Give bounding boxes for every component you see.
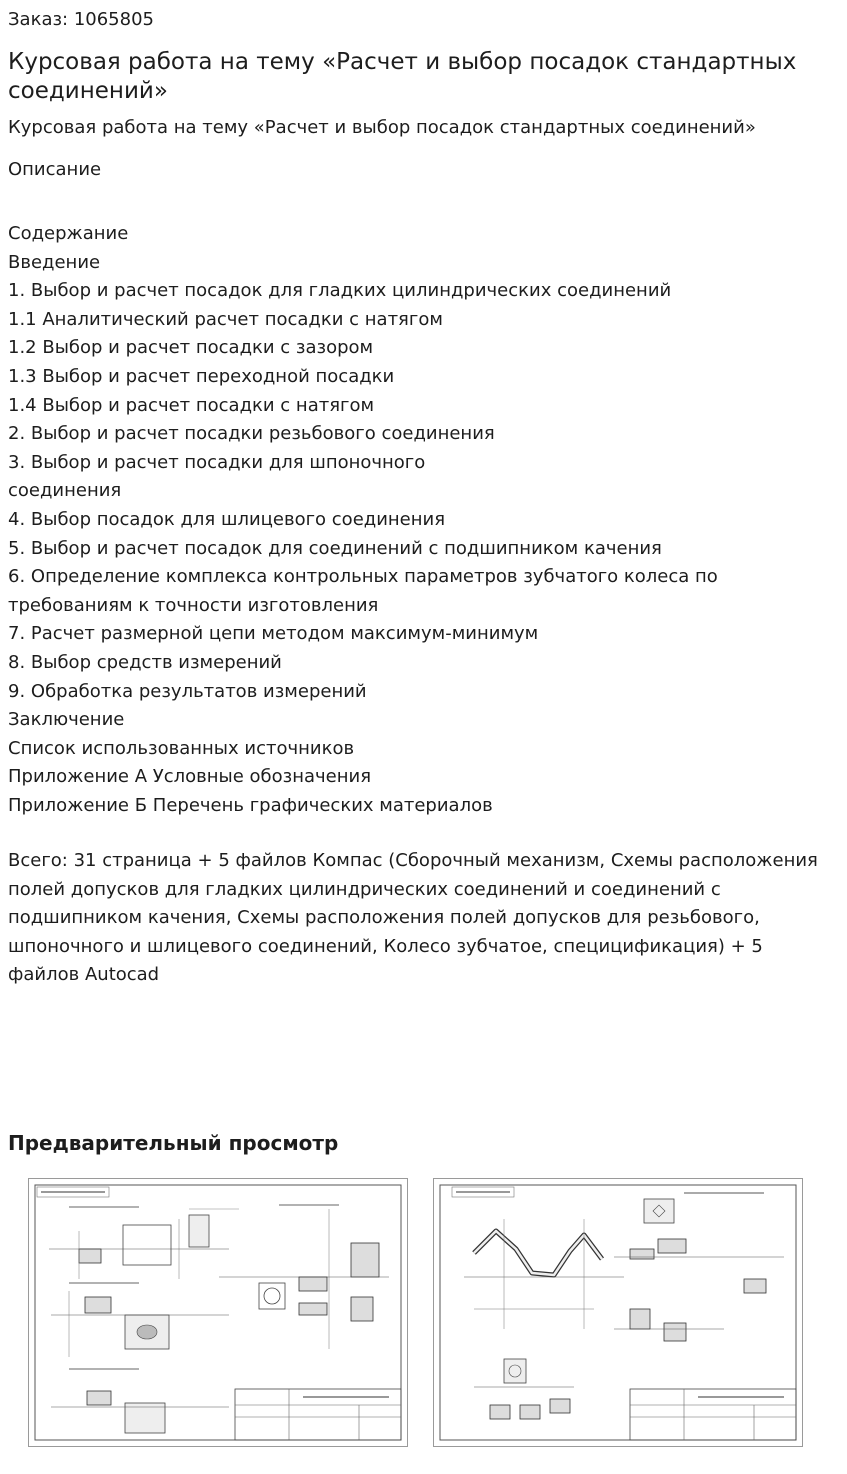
toc-item: 1.3 Выбор и расчет переходной посадки [8,365,395,387]
preview-heading: Предварительный просмотр [8,1131,339,1155]
toc-item: 1. Выбор и расчет посадок для гладких цилиндрических соединений [8,280,672,302]
description-label: Описание [8,159,102,180]
toc-item: Приложение Б Перечень графических материалов [8,794,493,816]
toc-item: 1.2 Выбор и расчет посадки с зазором [8,337,374,359]
toc-item: 4. Выбор посадок для шлицевого соединения [8,508,446,530]
total-description: Всего: 31 страница + 5 файлов Компас (Сборочный механизм, Схемы расположения полей допусков для гладких цилиндрических соединений и соединений с подшипником качения, Схемы расположения полей допусков для резьбового, шпоночного и шлицевого соединений, Колесо зубчатое, специцификация) + 5 файлов Autocad [8,850,818,986]
table-of-contents [8,220,838,820]
toc-item: 2. Выбор и расчет посадки резьбового соединения [8,423,495,445]
drawing-sheet-1-image [29,1179,407,1446]
toc-item: 3. Выбор и расчет посадки для шпоночного [8,451,426,473]
toc-item: 1.1 Аналитический расчет посадки с натягом [8,308,443,330]
preview-thumbnail-2[interactable] [433,1178,803,1447]
toc-item: Заключение [8,709,125,731]
order-number: Заказ: 1065805 [8,9,154,30]
toc-item: Введение [8,251,101,273]
page-title: Курсовая работа на тему «Расчет и выбор посадок стандартных соединений» [8,49,797,104]
preview-thumbnail-1[interactable] [28,1178,408,1447]
toc-item: 5. Выбор и расчет посадок для соединений с подшипником качения [8,537,662,559]
page-subtitle: Курсовая работа на тему «Расчет и выбор посадок стандартных соединений» [8,117,756,138]
toc-item: Список использованных источников [8,737,355,759]
toc-item: соединения [8,480,122,502]
toc-item: Приложение А Условные обозначения [8,766,372,788]
toc-item: 6. Определение комплекса контрольных параметров зубчатого колеса по [8,566,718,588]
toc-item: 1.4 Выбор и расчет посадки с натягом [8,394,375,416]
toc-item: 8. Выбор средств измерений [8,651,282,673]
toc-item: Содержание [8,223,129,244]
toc-item: 9. Обработка результатов измерений [8,680,367,702]
toc-item: 7. Расчет размерной цепи методом максимум-минимум [8,623,539,645]
toc-item: требованиям к точности изготовления [8,594,379,616]
drawing-sheet-2-image [434,1179,802,1446]
